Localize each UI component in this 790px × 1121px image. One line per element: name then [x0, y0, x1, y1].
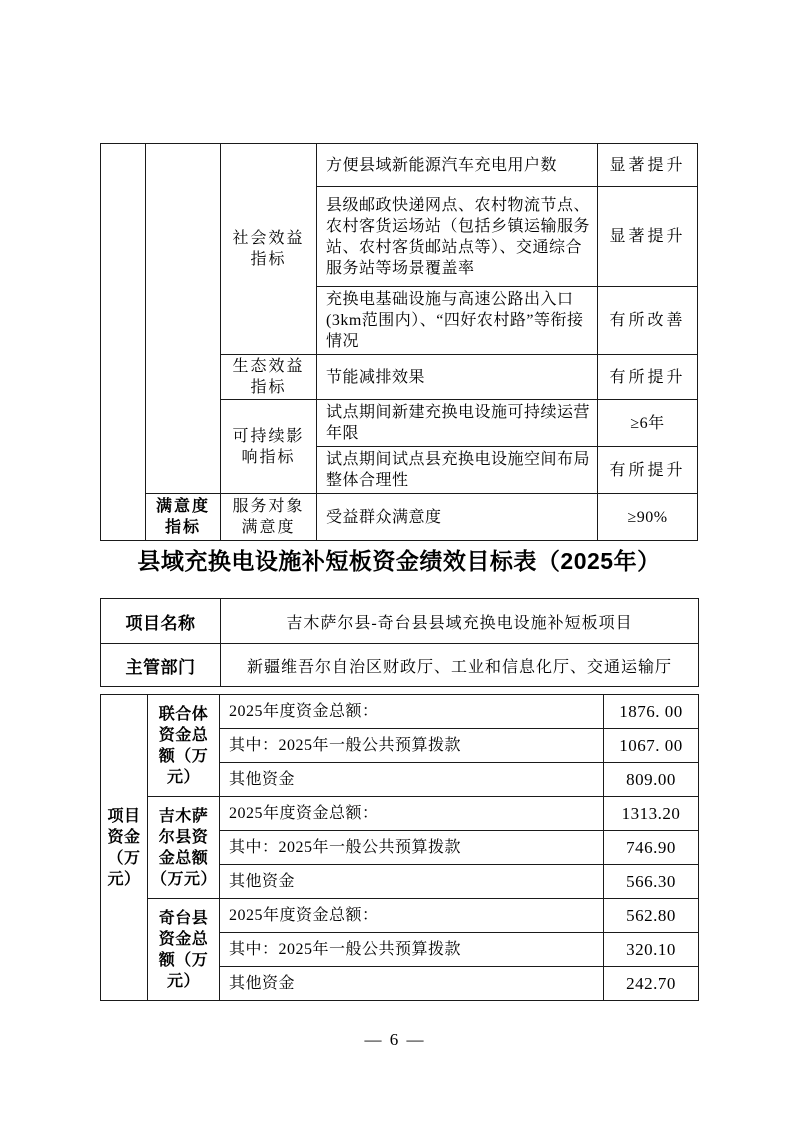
- funding-amount-cell: 320.10: [604, 933, 699, 967]
- blank-continuation-cell: [101, 144, 146, 541]
- funding-item-cell: 2025年度资金总额：: [220, 695, 604, 729]
- funding-amount-cell: 746.90: [604, 831, 699, 865]
- department-label: 主管部门: [101, 644, 221, 687]
- performance-indicator-table: [100, 143, 698, 541]
- consortium-total-label: 联合体资金总额（万元）: [148, 695, 220, 797]
- target-cell: 有所改善: [598, 287, 698, 355]
- jimsar-total-label: 吉木萨尔县资金总额（万元）: [148, 797, 220, 899]
- indicator-cell: 县级邮政快递网点、农村物流节点、农村客货运场站（包括乡镇运输服务站、农村客货邮站点等）、交通综合服务站等场景覆盖率: [317, 187, 598, 287]
- target-cell: 有所提升: [598, 447, 698, 494]
- fund-target-table-header: [100, 598, 699, 687]
- department-value: 新疆维吾尔自治区财政厅、工业和信息化厅、交通运输厅: [221, 644, 699, 687]
- subcategory-service-target-satisfaction: 服务对象满意度: [221, 494, 317, 541]
- target-cell: 显著提升: [598, 144, 698, 187]
- category-satisfaction: 满意度指标: [146, 494, 221, 541]
- funding-item-cell: 其他资金: [220, 865, 604, 899]
- funding-item-cell: 其中：2025年一般公共预算拨款: [220, 831, 604, 865]
- funding-item-cell: 其他资金: [220, 967, 604, 1001]
- funding-item-cell: 2025年度资金总额：: [220, 797, 604, 831]
- target-cell: ≥6年: [598, 400, 698, 447]
- funding-amount-cell: 562.80: [604, 899, 699, 933]
- funding-amount-cell: 242.70: [604, 967, 699, 1001]
- project-name-value: 吉木萨尔县-奇台县县域充换电设施补短板项目: [221, 599, 699, 644]
- qitai-total-label: 奇台县资金总额（万元）: [148, 899, 220, 1001]
- indicator-cell: 节能减排效果: [317, 355, 598, 400]
- category-sustainability: 可持续影响指标: [221, 400, 317, 494]
- category-social-benefit: 社会效益指标: [221, 144, 317, 355]
- category-ecological-benefit: 生态效益指标: [221, 355, 317, 400]
- target-cell: 有所提升: [598, 355, 698, 400]
- funding-amount-cell: 1067. 00: [604, 729, 699, 763]
- funding-amount-cell: 809.00: [604, 763, 699, 797]
- indicator-cell: 试点期间试点县充换电设施空间布局整体合理性: [317, 447, 598, 494]
- indicator-cell: 方便县域新能源汽车充电用户数: [317, 144, 598, 187]
- project-name-label: 项目名称: [101, 599, 221, 644]
- funding-amount-cell: 566.30: [604, 865, 699, 899]
- funding-item-cell: 其中：2025年一般公共预算拨款: [220, 729, 604, 763]
- indicator-cell: 受益群众满意度: [317, 494, 598, 541]
- target-cell: ≥90%: [598, 494, 698, 541]
- funding-amount-cell: 1876. 00: [604, 695, 699, 729]
- funding-item-cell: 2025年度资金总额：: [220, 899, 604, 933]
- blank-category-cell: [146, 144, 221, 494]
- funding-item-cell: 其中：2025年一般公共预算拨款: [220, 933, 604, 967]
- indicator-cell: 试点期间新建充换电设施可持续运营年限: [317, 400, 598, 447]
- funding-item-cell: 其他资金: [220, 763, 604, 797]
- fund-target-table-funding: [100, 694, 699, 1001]
- target-cell: 显著提升: [598, 187, 698, 287]
- page-number: — 6 —: [364, 1030, 426, 1049]
- indicator-cell: 充换电基础设施与高速公路出入口(3km范围内）、“四好农村路”等衔接情况: [317, 287, 598, 355]
- project-funding-label: 项目资金（万元）: [101, 695, 148, 1001]
- section-title: 县域充换电设施补短板资金绩效目标表（2025年）: [137, 548, 661, 574]
- funding-amount-cell: 1313.20: [604, 797, 699, 831]
